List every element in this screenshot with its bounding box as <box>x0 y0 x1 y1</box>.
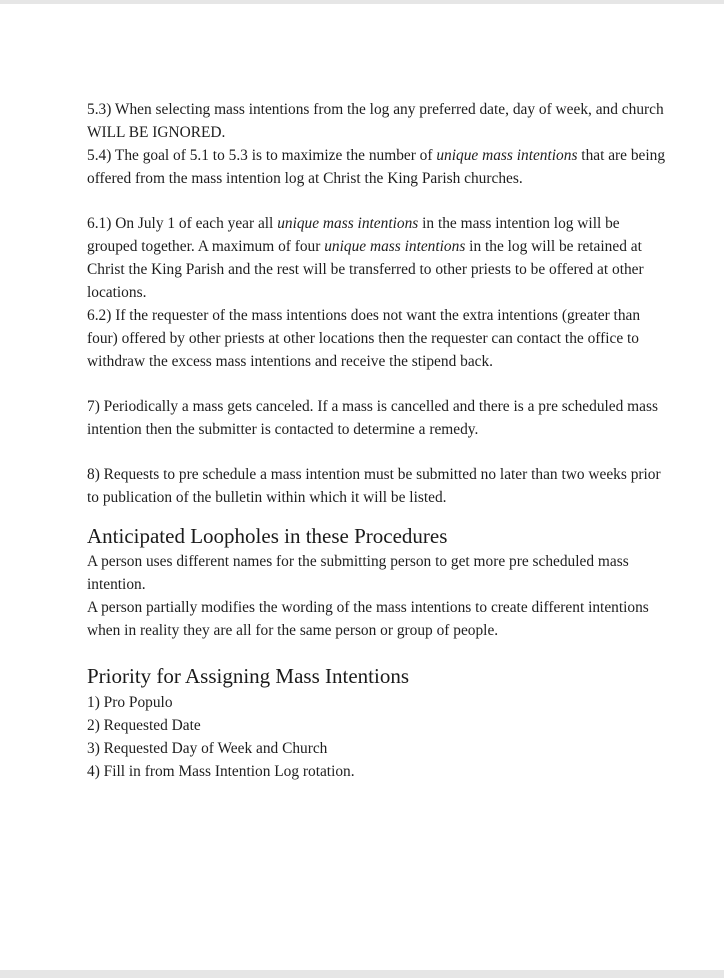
priority-item: 2) Requested Date <box>87 717 201 734</box>
paragraph-7: 7) Periodically a mass gets canceled. If a mass is cancelled and there is a pre scheduled mass intention then the submitter is contacted to determine a remedy. <box>87 398 658 438</box>
priority-item: 3) Requested Day of Week and Church <box>87 740 328 757</box>
loophole-item: A person uses different names for the submitting person to get more pre scheduled mass intention. <box>87 553 629 593</box>
priority-item: 4) Fill in from Mass Intention Log rotation. <box>87 763 355 780</box>
paragraph-6-1: 6.1) On July 1 of each year all unique mass intentions in the mass intention log will be grouped together. A maximum of four unique mass intentions in the log will be retained at Christ the King Parish and the rest will be transferred to other priests to be offered at other locations. <box>87 215 644 301</box>
document-body <box>87 98 667 783</box>
priority-item: 1) Pro Populo <box>87 694 173 711</box>
emphasis-unique-mass-intentions: unique mass intentions <box>324 238 466 255</box>
paragraph-5-3: 5.3) When selecting mass intentions from the log any preferred date, day of week, and church WILL BE IGNORED. <box>87 101 664 141</box>
paragraph-5-4: 5.4) The goal of 5.1 to 5.3 is to maximize the number of unique mass intentions that are being offered from the mass intention log at Christ the King Parish churches. <box>87 147 666 187</box>
paragraph-8: 8) Requests to pre schedule a mass intention must be submitted no later than two weeks prior to publication of the bulletin within which it will be listed. <box>87 466 661 506</box>
heading-anticipated-loopholes: Anticipated Loopholes in these Procedures <box>87 524 448 548</box>
loophole-item: A person partially modifies the wording of the mass intentions to create different intentions when in reality they are all for the same person or group of people. <box>87 599 649 639</box>
emphasis-unique-mass-intentions: unique mass intentions <box>277 215 419 232</box>
paragraph-6-2: 6.2) If the requester of the mass intentions does not want the extra intentions (greater than four) offered by other priests at other locations then the requester can contact the office to withdraw the excess mass intentions and receive the stipend back. <box>87 307 641 370</box>
heading-priority-assigning: Priority for Assigning Mass Intentions <box>87 664 410 688</box>
emphasis-unique-mass-intentions: unique mass intentions <box>436 147 578 164</box>
document-page <box>0 4 724 970</box>
